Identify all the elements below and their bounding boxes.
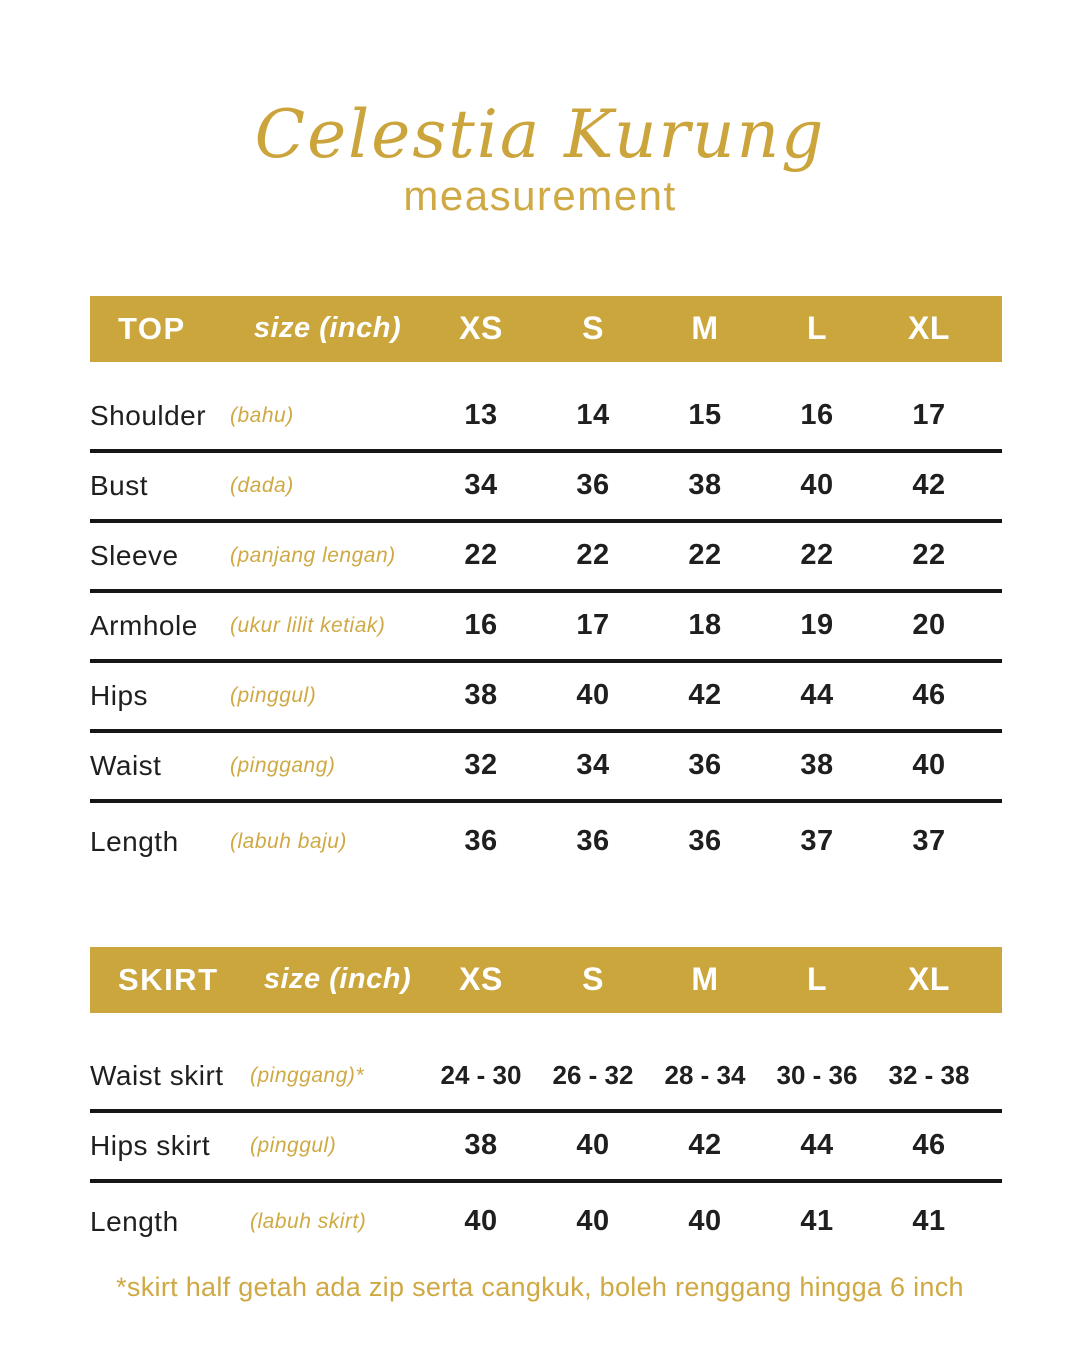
row-value: 14 (576, 399, 610, 432)
table-row-shoulder (90, 383, 1002, 453)
row-value: 40 (912, 749, 946, 782)
table-row-length-skirt (90, 1183, 1002, 1261)
row-value: 40 (688, 1205, 722, 1238)
row-value: 30 - 36 (776, 1060, 858, 1091)
row-value: 38 (688, 469, 722, 502)
skirt-table-title: SKIRT (118, 961, 219, 997)
row-value: 26 - 32 (552, 1060, 634, 1091)
table-row-waist (90, 733, 1002, 803)
row-value: 16 (800, 399, 834, 432)
table-row-waist-skirt (90, 1043, 1002, 1113)
row-value: 40 (576, 1205, 610, 1238)
row-sublabel: (pinggul) (250, 1133, 337, 1157)
page-title: Celestia Kurung (254, 96, 826, 173)
row-label: Waist (90, 749, 162, 781)
page-subtitle: measurement (403, 171, 677, 219)
row-value: 32 (464, 749, 498, 782)
row-value: 36 (576, 825, 610, 858)
row-value: 24 - 30 (440, 1060, 522, 1091)
row-sublabel: (pinggul) (230, 683, 317, 707)
row-label: Bust (90, 469, 149, 501)
top-table-title: TOP (118, 310, 186, 346)
row-sublabel: (labuh skirt) (250, 1209, 367, 1233)
row-value: 36 (576, 469, 610, 502)
row-value: 40 (576, 679, 610, 712)
size-column-s: S (582, 961, 604, 998)
skirt-size-table (90, 947, 1002, 1261)
row-value: 42 (912, 469, 946, 502)
row-value: 36 (688, 749, 722, 782)
row-sublabel: (pinggang) (230, 753, 336, 777)
row-value: 22 (464, 539, 498, 572)
row-value: 36 (464, 825, 498, 858)
row-value: 40 (800, 469, 834, 502)
size-unit-header: size (inch) (253, 312, 402, 345)
row-value: 22 (688, 539, 722, 572)
row-value: 15 (688, 399, 722, 432)
skirt-footnote: *skirt half getah ada zip serta cangkuk, boleh renggang hingga 6 inch (116, 1271, 964, 1302)
size-column-l: L (806, 961, 828, 998)
row-sublabel: (labuh baju) (230, 829, 347, 853)
row-label: Length (90, 1205, 179, 1237)
row-value: 22 (800, 539, 834, 572)
row-value: 42 (688, 1129, 722, 1162)
row-value: 16 (464, 609, 498, 642)
table-row-sleeve (90, 523, 1002, 593)
size-column-xl: XL (908, 961, 950, 998)
row-value: 34 (576, 749, 610, 782)
skirt-table-rows (90, 1043, 1002, 1261)
row-value: 17 (576, 609, 610, 642)
row-value: 18 (688, 609, 722, 642)
size-column-s: S (582, 310, 604, 347)
table-row-bust (90, 453, 1002, 523)
row-value: 38 (464, 1129, 498, 1162)
row-value: 13 (464, 399, 498, 432)
row-value: 46 (912, 679, 946, 712)
top-table-header (90, 296, 1002, 362)
row-value: 22 (912, 539, 946, 572)
row-label: Waist skirt (90, 1059, 224, 1091)
top-size-table (90, 296, 1002, 881)
size-column-m: M (691, 310, 719, 347)
row-value: 44 (800, 679, 834, 712)
table-row-armhole (90, 593, 1002, 663)
size-column-xs: XS (459, 961, 503, 998)
row-value: 41 (800, 1205, 834, 1238)
row-sublabel: (pinggang)* (250, 1063, 365, 1087)
row-label: Sleeve (90, 539, 179, 571)
row-value: 46 (912, 1129, 946, 1162)
row-label: Armhole (90, 609, 198, 641)
row-label: Length (90, 825, 179, 857)
row-value: 40 (464, 1205, 498, 1238)
row-sublabel: (bahu) (230, 403, 294, 427)
table-row-hips-skirt (90, 1113, 1002, 1183)
row-label: Hips skirt (90, 1129, 211, 1161)
row-sublabel: (panjang lengan) (230, 543, 396, 567)
size-column-xs: XS (459, 310, 503, 347)
row-sublabel: (ukur lilit ketiak) (230, 613, 386, 637)
row-value: 38 (800, 749, 834, 782)
row-label: Shoulder (90, 399, 207, 431)
row-value: 22 (576, 539, 610, 572)
size-column-m: M (691, 961, 719, 998)
top-table-rows (90, 383, 1002, 881)
row-value: 34 (464, 469, 498, 502)
row-value: 19 (800, 609, 834, 642)
table-row-hips (90, 663, 1002, 733)
row-value: 38 (464, 679, 498, 712)
row-value: 37 (912, 825, 946, 858)
row-value: 40 (576, 1129, 610, 1162)
size-unit-header: size (inch) (263, 963, 412, 996)
size-column-l: L (806, 310, 828, 347)
row-sublabel: (dada) (230, 473, 294, 497)
row-value: 41 (912, 1205, 946, 1238)
row-value: 20 (912, 609, 946, 642)
size-column-xl: XL (908, 310, 950, 347)
row-value: 37 (800, 825, 834, 858)
row-value: 17 (912, 399, 946, 432)
row-value: 44 (800, 1129, 834, 1162)
table-row-length-top (90, 803, 1002, 881)
row-value: 32 - 38 (888, 1060, 970, 1091)
row-value: 42 (688, 679, 722, 712)
row-value: 28 - 34 (664, 1060, 746, 1091)
row-value: 36 (688, 825, 722, 858)
row-label: Hips (90, 679, 149, 711)
skirt-table-header (90, 947, 1002, 1013)
